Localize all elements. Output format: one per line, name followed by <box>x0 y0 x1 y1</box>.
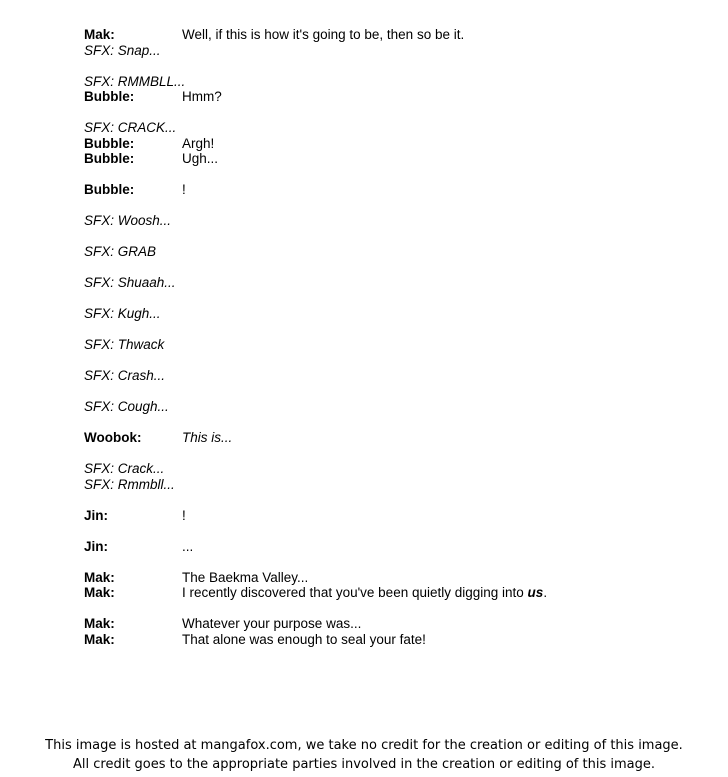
dialogue-line <box>84 632 704 648</box>
line-gap <box>84 601 704 617</box>
line-gap <box>84 198 704 214</box>
dialogue-text <box>182 89 222 105</box>
speaker-name: Mak: <box>84 569 115 585</box>
dialogue-text <box>182 539 193 555</box>
dialogue-text <box>182 27 464 43</box>
speaker-name: Mak: <box>84 585 115 600</box>
dialogue-text-main: This is... <box>182 430 233 445</box>
dialogue-text <box>182 182 186 198</box>
sfx-line <box>84 337 704 353</box>
credit-notice <box>0 736 728 774</box>
sfx-text: SFX: Crack... <box>84 461 165 476</box>
line-gap <box>84 322 704 338</box>
dialogue-line <box>84 151 704 167</box>
dialogue-text <box>182 508 186 524</box>
credit-line-2: All credit goes to the appropriate parties involved in the creation or editing of this image. <box>73 757 655 772</box>
dialogue-text-main: Argh! <box>182 135 215 151</box>
sfx-text: SFX: RMMBLL... <box>84 73 186 89</box>
dialogue-text-main: ! <box>182 182 186 197</box>
sfx-text: SFX: Snap... <box>84 42 161 58</box>
sfx-line <box>84 275 704 291</box>
sfx-line <box>84 74 704 90</box>
dialogue-text-main: Whatever your purpose was... <box>182 616 362 631</box>
line-gap <box>84 291 704 307</box>
sfx-line <box>84 461 704 477</box>
dialogue-line <box>84 616 704 632</box>
line-gap <box>84 415 704 431</box>
dialogue-text-main: ... <box>182 538 194 554</box>
speaker-name: Mak: <box>84 616 115 631</box>
dialogue-text <box>182 616 361 632</box>
dialogue-text <box>182 430 232 446</box>
dialogue-text <box>182 632 426 648</box>
dialogue-line <box>84 570 704 586</box>
speaker-name: Bubble: <box>84 182 135 197</box>
dialogue-line <box>84 508 704 524</box>
sfx-line <box>84 477 704 493</box>
dialogue-line <box>84 136 704 152</box>
line-gap <box>84 492 704 508</box>
dialogue-text-main: Ugh... <box>182 151 219 166</box>
dialogue-text-main: That alone was enough to seal your fate! <box>182 631 426 647</box>
dialogue-line <box>84 89 704 105</box>
speaker-name: Jin: <box>84 538 109 554</box>
speaker-name: Mak: <box>84 631 115 647</box>
line-gap <box>84 554 704 570</box>
sfx-line <box>84 399 704 415</box>
speaker-name: Bubble: <box>84 89 135 104</box>
sfx-text: SFX: Thwack <box>84 337 165 352</box>
line-gap <box>84 446 704 462</box>
line-gap <box>84 58 704 74</box>
script-transcript <box>84 27 704 647</box>
sfx-text: SFX: Kugh... <box>84 306 161 321</box>
sfx-line <box>84 43 704 59</box>
dialogue-line <box>84 182 704 198</box>
dialogue-line <box>84 27 704 43</box>
sfx-text: SFX: Shuaah... <box>84 275 176 290</box>
line-gap <box>84 260 704 276</box>
dialogue-line <box>84 539 704 555</box>
line-gap <box>84 353 704 369</box>
dialogue-text-main: ! <box>182 507 186 523</box>
sfx-text: SFX: Crash... <box>84 368 166 383</box>
dialogue-text <box>182 151 218 167</box>
dialogue-line <box>84 585 704 601</box>
dialogue-emphasis: us <box>527 585 544 600</box>
line-gap <box>84 384 704 400</box>
speaker-name: Woobok: <box>84 430 142 445</box>
sfx-line <box>84 213 704 229</box>
credit-line-1: This image is hosted at mangafox.com, we take no credit for the creation or editing of this image. <box>45 738 683 753</box>
dialogue-text <box>182 585 547 601</box>
dialogue-text-main: I recently discovered that you've been quietly digging into <box>182 585 528 600</box>
sfx-line <box>84 368 704 384</box>
dialogue-text <box>182 570 308 586</box>
line-gap <box>84 167 704 183</box>
speaker-name: Bubble: <box>84 135 135 151</box>
dialogue-text-main: Well, if this is how it's going to be, then so be it. <box>182 27 465 42</box>
dialogue-line <box>84 430 704 446</box>
sfx-text: SFX: Cough... <box>84 399 169 414</box>
sfx-text: SFX: Rmmbll... <box>84 476 175 492</box>
line-gap <box>84 229 704 245</box>
speaker-name: Mak: <box>84 27 115 42</box>
speaker-name: Bubble: <box>84 151 135 166</box>
line-gap <box>84 105 704 121</box>
sfx-line <box>84 244 704 260</box>
dialogue-text-end: . <box>543 585 548 600</box>
sfx-line <box>84 306 704 322</box>
sfx-text: SFX: Woosh... <box>84 213 172 228</box>
sfx-line <box>84 120 704 136</box>
sfx-text: SFX: GRAB <box>84 244 157 259</box>
line-gap <box>84 523 704 539</box>
dialogue-text <box>182 136 214 152</box>
speaker-name: Jin: <box>84 507 109 523</box>
dialogue-text-main: The Baekma Valley... <box>182 569 309 585</box>
sfx-text: SFX: CRACK... <box>84 120 177 135</box>
dialogue-text-main: Hmm? <box>182 89 222 104</box>
